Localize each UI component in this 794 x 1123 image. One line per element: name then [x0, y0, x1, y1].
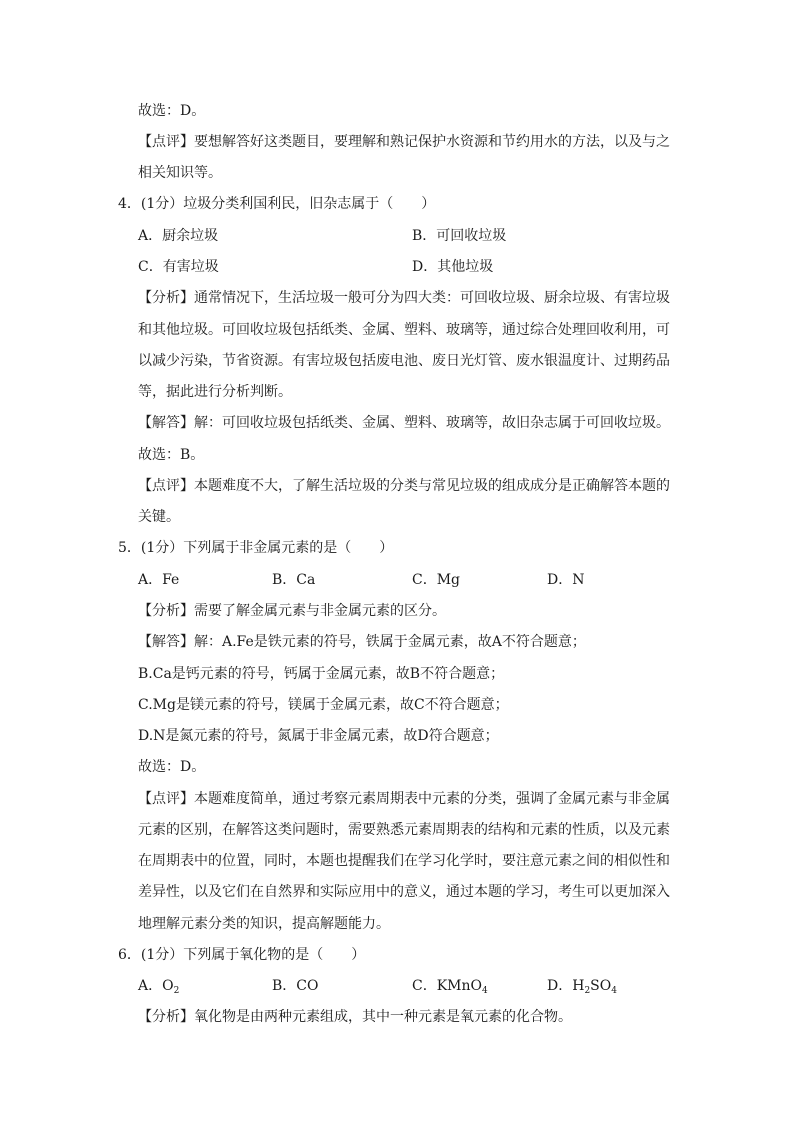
q5-option-a: A．Fe — [138, 572, 180, 588]
q4-choice: 故选：B。 — [138, 447, 205, 463]
q6-option-a — [138, 976, 179, 996]
q4-option-a: A．厨余垃圾 — [138, 228, 219, 244]
q3-comment-line-2: 相关知识等。 — [138, 165, 222, 181]
q5-comment-line-4: 差异性，以及它们在自然界和实际应用中的意义，通过本题的学习，考生可以更加深入 — [138, 884, 670, 900]
q5-option-c: C．Mg — [412, 572, 461, 588]
q6-stem: 6．(1分）下列属于氧化物的是（ ） — [118, 947, 366, 963]
q6-option-b: B．CO — [272, 978, 319, 994]
q5-analysis: 【分析】需要了解金属元素与非金属元素的区分。 — [138, 603, 446, 619]
q6-option-c-text: C．KMnO — [412, 978, 482, 994]
q5-comment-line-2: 元素的区别，在解答这类问题时，需要熟悉元素周期表的结构和元素的性质，以及元素 — [138, 822, 670, 838]
q3-choice: 故选：D。 — [138, 103, 206, 119]
q4-comment-line-1: 【点评】本题难度不大，了解生活垃圾的分类与常见垃圾的组成成分是正确解答本题的 — [138, 478, 670, 494]
q5-choice: 故选：D。 — [138, 759, 206, 775]
q6-option-d — [547, 976, 617, 996]
q5-stem: 5．(1分）下列属于非金属元素的是（ ） — [118, 540, 394, 556]
q4-analysis-line-4: 等，据此进行分析判断。 — [138, 384, 292, 400]
q5-answer-line-4: D.N是氮元素的符号，氮属于非金属元素，故D符合题意； — [138, 728, 499, 744]
q6-option-d-subscript-1: 2 — [584, 986, 591, 996]
q5-answer-line-1: 【解答】解：A.Fe是铁元素的符号，铁属于金属元素，故A不符合题意； — [138, 634, 586, 650]
q4-option-d: D．其他垃圾 — [412, 259, 494, 275]
q6-option-a-text: A．O — [138, 978, 174, 994]
q5-option-b: B．Ca — [272, 572, 316, 588]
q5-answer-line-2: B.Ca是钙元素的符号，钙属于金属元素，故B不符合题意； — [138, 666, 505, 682]
q4-stem: 4．(1分）垃圾分类利国利民，旧杂志属于（ ） — [118, 196, 436, 212]
q4-analysis-line-2: 和其他垃圾。可回收垃圾包括纸类、金属、塑料、玻璃等，通过综合处理回收利用，可 — [138, 322, 670, 338]
q6-analysis: 【分析】氧化物是由两种元素组成，其中一种元素是氧元素的化合物。 — [138, 1009, 572, 1025]
q5-comment-line-3: 在周期表中的位置，同时，本题也提醒我们在学习化学时，要注意元素之间的相似性和 — [138, 853, 670, 869]
q6-option-d-subscript-2: 4 — [611, 986, 617, 996]
q6-option-a-subscript: 2 — [173, 986, 180, 996]
q5-option-d: D．N — [547, 572, 585, 588]
q4-option-b: B．可回收垃圾 — [412, 228, 507, 244]
q4-analysis-line-1: 【分析】通常情况下，生活垃圾一般可分为四大类：可回收垃圾、厨余垃圾、有害垃圾 — [138, 290, 670, 306]
q5-answer-line-3: C.Mg是镁元素的符号，镁属于金属元素，故C不符合题意； — [138, 697, 509, 713]
q4-answer: 【解答】解：可回收垃圾包括纸类、金属、塑料、玻璃等，故旧杂志属于可回收垃圾。 — [138, 415, 670, 431]
q5-comment-line-1: 【点评】本题难度简单，通过考察元素周期表中元素的分类，强调了金属元素与非金属 — [138, 791, 670, 807]
q5-comment-line-5: 地理解元素分类的知识，提高解题能力。 — [138, 916, 390, 932]
q6-option-d-text: D．H — [547, 978, 585, 994]
q6-option-d-text-2: SO — [590, 978, 612, 994]
q4-comment-line-2: 关键。 — [138, 509, 180, 525]
q4-analysis-line-3: 以减少污染，节省资源。有害垃圾包括废电池、废日光灯管、废水银温度计、过期药品 — [138, 353, 670, 369]
q6-option-c-subscript: 4 — [482, 986, 488, 996]
q3-comment-line-1: 【点评】要想解答好这类题目，要理解和熟记保护水资源和节约用水的方法，以及与之 — [138, 134, 670, 150]
q6-option-c — [412, 976, 488, 996]
q4-option-c: C．有害垃圾 — [138, 259, 219, 275]
